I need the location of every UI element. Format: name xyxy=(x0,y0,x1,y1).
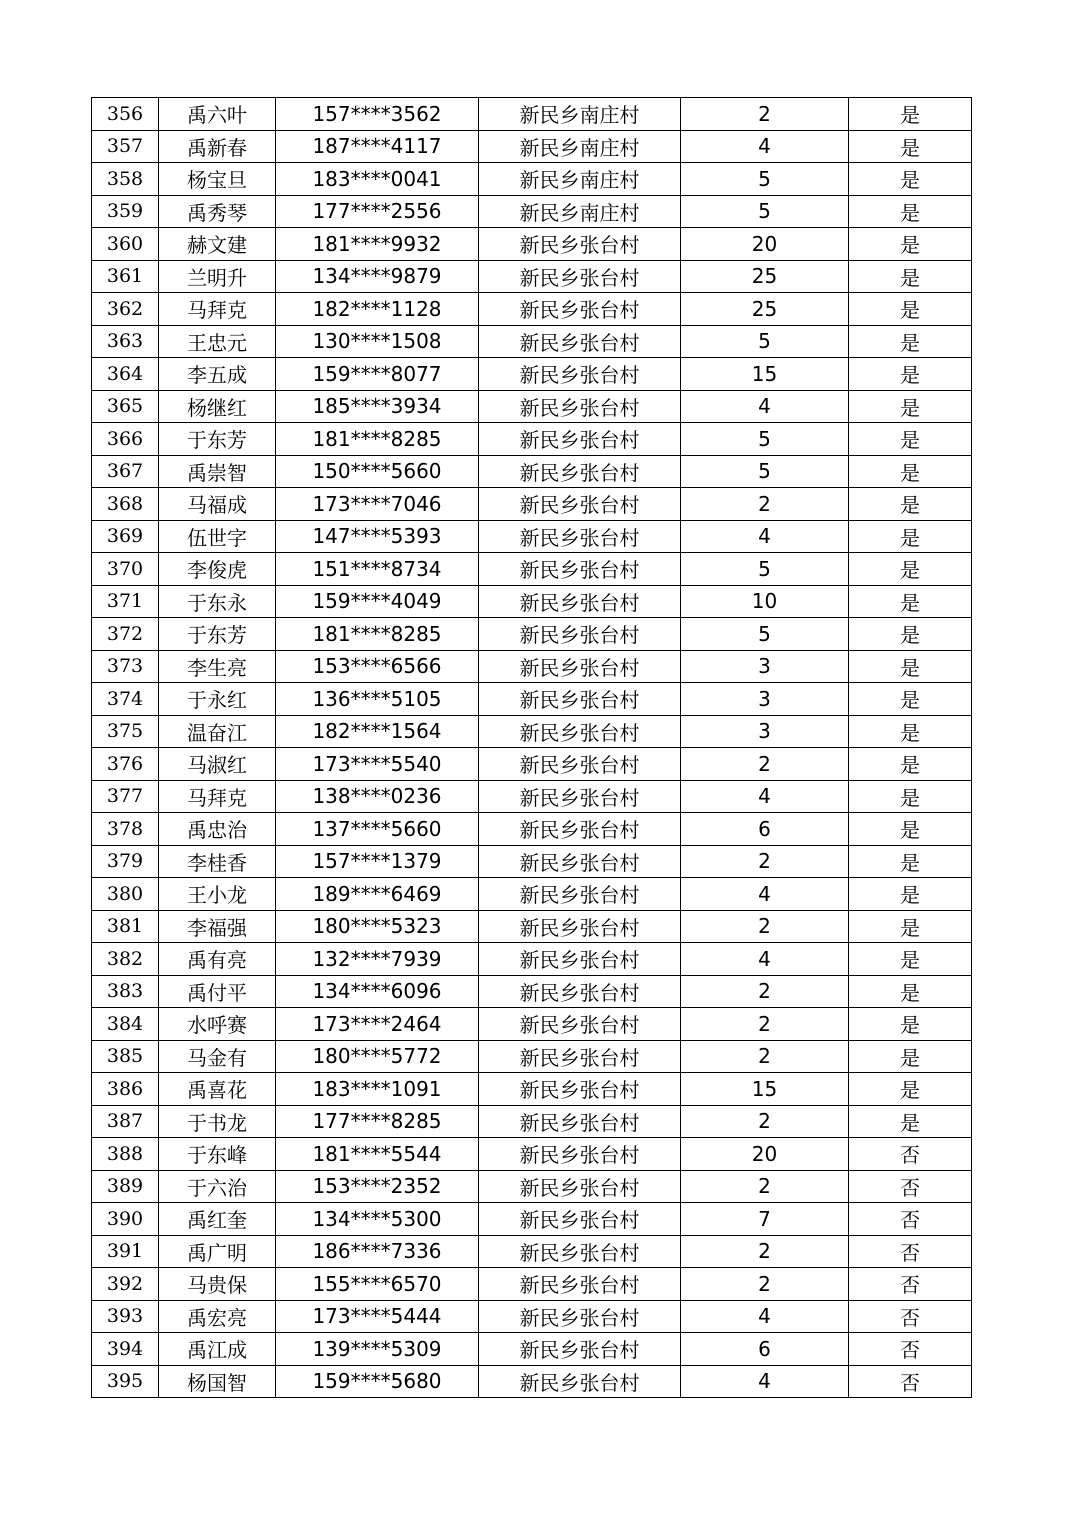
count-value-cell: 4 xyxy=(681,390,849,423)
status-flag-cell: 是 xyxy=(849,585,972,618)
table-row xyxy=(92,163,972,196)
phone-number-cell: 177****2556 xyxy=(276,195,479,228)
phone-number-cell: 147****5393 xyxy=(276,520,479,553)
count-value-cell: 2 xyxy=(681,1235,849,1268)
person-name-cell: 禹喜花 xyxy=(159,1073,276,1106)
person-name-cell: 赫文建 xyxy=(159,228,276,261)
count-value-cell: 25 xyxy=(681,293,849,326)
person-name-cell: 禹付平 xyxy=(159,975,276,1008)
phone-number-cell: 173****7046 xyxy=(276,488,479,521)
phone-number-cell: 181****8285 xyxy=(276,423,479,456)
village-name-cell: 新民乡张台村 xyxy=(479,1073,681,1106)
table-row xyxy=(92,423,972,456)
person-name-cell: 李桂香 xyxy=(159,845,276,878)
village-name-cell: 新民乡南庄村 xyxy=(479,163,681,196)
table-row xyxy=(92,1138,972,1171)
village-name-cell: 新民乡张台村 xyxy=(479,780,681,813)
village-name-cell: 新民乡张台村 xyxy=(479,715,681,748)
phone-number-cell: 134****9879 xyxy=(276,260,479,293)
count-value-cell: 5 xyxy=(681,163,849,196)
status-flag-cell: 否 xyxy=(849,1365,972,1398)
count-value-cell: 6 xyxy=(681,813,849,846)
status-flag-cell: 是 xyxy=(849,780,972,813)
row-number-cell: 371 xyxy=(92,585,159,618)
table-row xyxy=(92,1365,972,1398)
phone-number-cell: 138****0236 xyxy=(276,780,479,813)
status-flag-cell: 是 xyxy=(849,520,972,553)
phone-number-cell: 177****8285 xyxy=(276,1105,479,1138)
row-number-cell: 360 xyxy=(92,228,159,261)
village-name-cell: 新民乡张台村 xyxy=(479,488,681,521)
village-name-cell: 新民乡张台村 xyxy=(479,1203,681,1236)
count-value-cell: 15 xyxy=(681,1073,849,1106)
village-name-cell: 新民乡张台村 xyxy=(479,748,681,781)
person-name-cell: 马贵保 xyxy=(159,1268,276,1301)
village-name-cell: 新民乡张台村 xyxy=(479,260,681,293)
count-value-cell: 3 xyxy=(681,715,849,748)
person-name-cell: 于书龙 xyxy=(159,1105,276,1138)
count-value-cell: 2 xyxy=(681,1268,849,1301)
status-flag-cell: 是 xyxy=(849,1105,972,1138)
row-number-cell: 372 xyxy=(92,618,159,651)
row-number-cell: 364 xyxy=(92,358,159,391)
phone-number-cell: 159****8077 xyxy=(276,358,479,391)
person-name-cell: 李俊虎 xyxy=(159,553,276,586)
person-name-cell: 王忠元 xyxy=(159,325,276,358)
status-flag-cell: 是 xyxy=(849,813,972,846)
row-number-cell: 392 xyxy=(92,1268,159,1301)
status-flag-cell: 否 xyxy=(849,1235,972,1268)
table-row xyxy=(92,228,972,261)
person-name-cell: 禹崇智 xyxy=(159,455,276,488)
phone-number-cell: 137****5660 xyxy=(276,813,479,846)
count-value-cell: 7 xyxy=(681,1203,849,1236)
person-name-cell: 禹有亮 xyxy=(159,943,276,976)
status-flag-cell: 是 xyxy=(849,98,972,131)
count-value-cell: 5 xyxy=(681,618,849,651)
row-number-cell: 363 xyxy=(92,325,159,358)
row-number-cell: 370 xyxy=(92,553,159,586)
person-name-cell: 杨宝旦 xyxy=(159,163,276,196)
status-flag-cell: 是 xyxy=(849,553,972,586)
count-value-cell: 5 xyxy=(681,325,849,358)
phone-number-cell: 181****5544 xyxy=(276,1138,479,1171)
phone-number-cell: 159****4049 xyxy=(276,585,479,618)
status-flag-cell: 是 xyxy=(849,423,972,456)
status-flag-cell: 是 xyxy=(849,325,972,358)
status-flag-cell: 是 xyxy=(849,748,972,781)
village-name-cell: 新民乡张台村 xyxy=(479,1333,681,1366)
table-row xyxy=(92,1268,972,1301)
phone-number-cell: 185****3934 xyxy=(276,390,479,423)
person-name-cell: 水呼赛 xyxy=(159,1008,276,1041)
table-row xyxy=(92,1008,972,1041)
row-number-cell: 391 xyxy=(92,1235,159,1268)
person-name-cell: 马福成 xyxy=(159,488,276,521)
village-name-cell: 新民乡张台村 xyxy=(479,618,681,651)
count-value-cell: 5 xyxy=(681,455,849,488)
count-value-cell: 2 xyxy=(681,748,849,781)
table-row xyxy=(92,1170,972,1203)
village-name-cell: 新民乡张台村 xyxy=(479,520,681,553)
status-flag-cell: 是 xyxy=(849,1040,972,1073)
count-value-cell: 4 xyxy=(681,878,849,911)
phone-number-cell: 151****8734 xyxy=(276,553,479,586)
phone-number-cell: 173****5444 xyxy=(276,1300,479,1333)
village-name-cell: 新民乡张台村 xyxy=(479,1268,681,1301)
person-name-cell: 禹红奎 xyxy=(159,1203,276,1236)
person-name-cell: 马金有 xyxy=(159,1040,276,1073)
status-flag-cell: 是 xyxy=(849,878,972,911)
phone-number-cell: 136****5105 xyxy=(276,683,479,716)
table-row xyxy=(92,1333,972,1366)
row-number-cell: 384 xyxy=(92,1008,159,1041)
village-name-cell: 新民乡南庄村 xyxy=(479,98,681,131)
person-name-cell: 于东峰 xyxy=(159,1138,276,1171)
person-name-cell: 于六治 xyxy=(159,1170,276,1203)
count-value-cell: 4 xyxy=(681,943,849,976)
count-value-cell: 2 xyxy=(681,1170,849,1203)
count-value-cell: 2 xyxy=(681,1105,849,1138)
person-name-cell: 禹宏亮 xyxy=(159,1300,276,1333)
village-name-cell: 新民乡张台村 xyxy=(479,358,681,391)
person-name-cell: 于东永 xyxy=(159,585,276,618)
village-name-cell: 新民乡张台村 xyxy=(479,325,681,358)
table-row xyxy=(92,553,972,586)
table-row xyxy=(92,910,972,943)
count-value-cell: 4 xyxy=(681,130,849,163)
status-flag-cell: 是 xyxy=(849,358,972,391)
table-row xyxy=(92,130,972,163)
table-row xyxy=(92,98,972,131)
phone-number-cell: 183****1091 xyxy=(276,1073,479,1106)
status-flag-cell: 是 xyxy=(849,845,972,878)
status-flag-cell: 是 xyxy=(849,195,972,228)
phone-number-cell: 130****1508 xyxy=(276,325,479,358)
table-row xyxy=(92,325,972,358)
village-name-cell: 新民乡张台村 xyxy=(479,1300,681,1333)
row-number-cell: 382 xyxy=(92,943,159,976)
status-flag-cell: 否 xyxy=(849,1203,972,1236)
person-name-cell: 于东芳 xyxy=(159,423,276,456)
village-name-cell: 新民乡张台村 xyxy=(479,943,681,976)
row-number-cell: 385 xyxy=(92,1040,159,1073)
village-name-cell: 新民乡张台村 xyxy=(479,1170,681,1203)
count-value-cell: 2 xyxy=(681,975,849,1008)
status-flag-cell: 是 xyxy=(849,293,972,326)
person-name-cell: 王小龙 xyxy=(159,878,276,911)
row-number-cell: 357 xyxy=(92,130,159,163)
row-number-cell: 376 xyxy=(92,748,159,781)
phone-number-cell: 132****7939 xyxy=(276,943,479,976)
village-name-cell: 新民乡张台村 xyxy=(479,1138,681,1171)
village-name-cell: 新民乡张台村 xyxy=(479,1105,681,1138)
village-name-cell: 新民乡南庄村 xyxy=(479,130,681,163)
row-number-cell: 394 xyxy=(92,1333,159,1366)
table-row xyxy=(92,1203,972,1236)
row-number-cell: 380 xyxy=(92,878,159,911)
person-name-cell: 马淑红 xyxy=(159,748,276,781)
phone-number-cell: 182****1128 xyxy=(276,293,479,326)
village-name-cell: 新民乡张台村 xyxy=(479,1235,681,1268)
phone-number-cell: 186****7336 xyxy=(276,1235,479,1268)
count-value-cell: 10 xyxy=(681,585,849,618)
person-name-cell: 杨继红 xyxy=(159,390,276,423)
count-value-cell: 5 xyxy=(681,423,849,456)
phone-number-cell: 181****8285 xyxy=(276,618,479,651)
person-name-cell: 禹江成 xyxy=(159,1333,276,1366)
row-number-cell: 366 xyxy=(92,423,159,456)
row-number-cell: 393 xyxy=(92,1300,159,1333)
village-name-cell: 新民乡张台村 xyxy=(479,423,681,456)
village-name-cell: 新民乡张台村 xyxy=(479,1365,681,1398)
table-row xyxy=(92,1235,972,1268)
phone-number-cell: 153****6566 xyxy=(276,650,479,683)
village-name-cell: 新民乡张台村 xyxy=(479,650,681,683)
person-name-cell: 禹广明 xyxy=(159,1235,276,1268)
phone-number-cell: 180****5323 xyxy=(276,910,479,943)
count-value-cell: 5 xyxy=(681,553,849,586)
village-name-cell: 新民乡张台村 xyxy=(479,878,681,911)
table-row xyxy=(92,780,972,813)
phone-number-cell: 173****2464 xyxy=(276,1008,479,1041)
person-name-cell: 杨国智 xyxy=(159,1365,276,1398)
count-value-cell: 15 xyxy=(681,358,849,391)
row-number-cell: 359 xyxy=(92,195,159,228)
count-value-cell: 2 xyxy=(681,845,849,878)
status-flag-cell: 是 xyxy=(849,975,972,1008)
count-value-cell: 4 xyxy=(681,1300,849,1333)
status-flag-cell: 是 xyxy=(849,488,972,521)
row-number-cell: 395 xyxy=(92,1365,159,1398)
row-number-cell: 381 xyxy=(92,910,159,943)
phone-number-cell: 157****3562 xyxy=(276,98,479,131)
village-name-cell: 新民乡张台村 xyxy=(479,1040,681,1073)
status-flag-cell: 是 xyxy=(849,943,972,976)
row-number-cell: 379 xyxy=(92,845,159,878)
village-name-cell: 新民乡张台村 xyxy=(479,975,681,1008)
row-number-cell: 375 xyxy=(92,715,159,748)
table-row xyxy=(92,715,972,748)
phone-number-cell: 134****6096 xyxy=(276,975,479,1008)
status-flag-cell: 否 xyxy=(849,1300,972,1333)
village-name-cell: 新民乡张台村 xyxy=(479,1008,681,1041)
table-row xyxy=(92,520,972,553)
table-row xyxy=(92,585,972,618)
row-number-cell: 387 xyxy=(92,1105,159,1138)
status-flag-cell: 是 xyxy=(849,163,972,196)
village-name-cell: 新民乡张台村 xyxy=(479,813,681,846)
table-body xyxy=(92,98,972,1398)
village-name-cell: 新民乡张台村 xyxy=(479,293,681,326)
table-row xyxy=(92,390,972,423)
count-value-cell: 20 xyxy=(681,1138,849,1171)
row-number-cell: 383 xyxy=(92,975,159,1008)
phone-number-cell: 180****5772 xyxy=(276,1040,479,1073)
status-flag-cell: 是 xyxy=(849,260,972,293)
count-value-cell: 3 xyxy=(681,650,849,683)
count-value-cell: 4 xyxy=(681,1365,849,1398)
village-name-cell: 新民乡张台村 xyxy=(479,228,681,261)
phone-number-cell: 134****5300 xyxy=(276,1203,479,1236)
person-name-cell: 禹秀琴 xyxy=(159,195,276,228)
count-value-cell: 2 xyxy=(681,910,849,943)
village-name-cell: 新民乡张台村 xyxy=(479,845,681,878)
status-flag-cell: 否 xyxy=(849,1170,972,1203)
table-row xyxy=(92,845,972,878)
status-flag-cell: 是 xyxy=(849,1073,972,1106)
count-value-cell: 2 xyxy=(681,1008,849,1041)
row-number-cell: 378 xyxy=(92,813,159,846)
village-name-cell: 新民乡南庄村 xyxy=(479,195,681,228)
person-name-cell: 马拜克 xyxy=(159,780,276,813)
person-name-cell: 马拜克 xyxy=(159,293,276,326)
table-row xyxy=(92,488,972,521)
row-number-cell: 365 xyxy=(92,390,159,423)
status-flag-cell: 是 xyxy=(849,1008,972,1041)
person-name-cell: 温奋江 xyxy=(159,715,276,748)
table-row xyxy=(92,650,972,683)
table-row xyxy=(92,1040,972,1073)
phone-number-cell: 173****5540 xyxy=(276,748,479,781)
count-value-cell: 4 xyxy=(681,780,849,813)
phone-number-cell: 139****5309 xyxy=(276,1333,479,1366)
phone-number-cell: 181****9932 xyxy=(276,228,479,261)
row-number-cell: 374 xyxy=(92,683,159,716)
table-row xyxy=(92,358,972,391)
count-value-cell: 2 xyxy=(681,1040,849,1073)
status-flag-cell: 是 xyxy=(849,455,972,488)
table-row xyxy=(92,455,972,488)
table-row xyxy=(92,878,972,911)
status-flag-cell: 是 xyxy=(849,650,972,683)
count-value-cell: 5 xyxy=(681,195,849,228)
phone-number-cell: 157****1379 xyxy=(276,845,479,878)
table-row xyxy=(92,1105,972,1138)
person-name-cell: 李福强 xyxy=(159,910,276,943)
count-value-cell: 4 xyxy=(681,520,849,553)
row-number-cell: 361 xyxy=(92,260,159,293)
status-flag-cell: 是 xyxy=(849,715,972,748)
row-number-cell: 356 xyxy=(92,98,159,131)
row-number-cell: 386 xyxy=(92,1073,159,1106)
person-name-cell: 禹新春 xyxy=(159,130,276,163)
village-name-cell: 新民乡张台村 xyxy=(479,585,681,618)
status-flag-cell: 是 xyxy=(849,683,972,716)
count-value-cell: 25 xyxy=(681,260,849,293)
status-flag-cell: 否 xyxy=(849,1268,972,1301)
table-row xyxy=(92,943,972,976)
row-number-cell: 368 xyxy=(92,488,159,521)
status-flag-cell: 是 xyxy=(849,910,972,943)
table-row xyxy=(92,683,972,716)
village-name-cell: 新民乡张台村 xyxy=(479,910,681,943)
person-name-cell: 李生亮 xyxy=(159,650,276,683)
phone-number-cell: 159****5680 xyxy=(276,1365,479,1398)
row-number-cell: 358 xyxy=(92,163,159,196)
row-number-cell: 369 xyxy=(92,520,159,553)
count-value-cell: 6 xyxy=(681,1333,849,1366)
village-name-cell: 新民乡张台村 xyxy=(479,553,681,586)
status-flag-cell: 是 xyxy=(849,228,972,261)
table-row xyxy=(92,1300,972,1333)
table-row xyxy=(92,748,972,781)
count-value-cell: 2 xyxy=(681,488,849,521)
village-name-cell: 新民乡张台村 xyxy=(479,455,681,488)
person-name-cell: 禹忠治 xyxy=(159,813,276,846)
status-flag-cell: 是 xyxy=(849,130,972,163)
row-number-cell: 362 xyxy=(92,293,159,326)
count-value-cell: 2 xyxy=(681,98,849,131)
phone-number-cell: 189****6469 xyxy=(276,878,479,911)
count-value-cell: 20 xyxy=(681,228,849,261)
phone-number-cell: 182****1564 xyxy=(276,715,479,748)
table-row xyxy=(92,618,972,651)
village-name-cell: 新民乡张台村 xyxy=(479,683,681,716)
person-name-cell: 伍世字 xyxy=(159,520,276,553)
table-row xyxy=(92,195,972,228)
table-row xyxy=(92,975,972,1008)
data-table xyxy=(91,97,972,1398)
phone-number-cell: 155****6570 xyxy=(276,1268,479,1301)
person-name-cell: 禹六叶 xyxy=(159,98,276,131)
person-name-cell: 兰明升 xyxy=(159,260,276,293)
table-row xyxy=(92,293,972,326)
table-row xyxy=(92,1073,972,1106)
row-number-cell: 390 xyxy=(92,1203,159,1236)
phone-number-cell: 153****2352 xyxy=(276,1170,479,1203)
row-number-cell: 389 xyxy=(92,1170,159,1203)
row-number-cell: 388 xyxy=(92,1138,159,1171)
status-flag-cell: 是 xyxy=(849,618,972,651)
table-row xyxy=(92,813,972,846)
person-name-cell: 于永红 xyxy=(159,683,276,716)
person-name-cell: 于东芳 xyxy=(159,618,276,651)
table-row xyxy=(92,260,972,293)
village-name-cell: 新民乡张台村 xyxy=(479,390,681,423)
status-flag-cell: 否 xyxy=(849,1138,972,1171)
status-flag-cell: 否 xyxy=(849,1333,972,1366)
phone-number-cell: 183****0041 xyxy=(276,163,479,196)
row-number-cell: 367 xyxy=(92,455,159,488)
person-name-cell: 李五成 xyxy=(159,358,276,391)
row-number-cell: 373 xyxy=(92,650,159,683)
phone-number-cell: 187****4117 xyxy=(276,130,479,163)
status-flag-cell: 是 xyxy=(849,390,972,423)
phone-number-cell: 150****5660 xyxy=(276,455,479,488)
row-number-cell: 377 xyxy=(92,780,159,813)
count-value-cell: 3 xyxy=(681,683,849,716)
